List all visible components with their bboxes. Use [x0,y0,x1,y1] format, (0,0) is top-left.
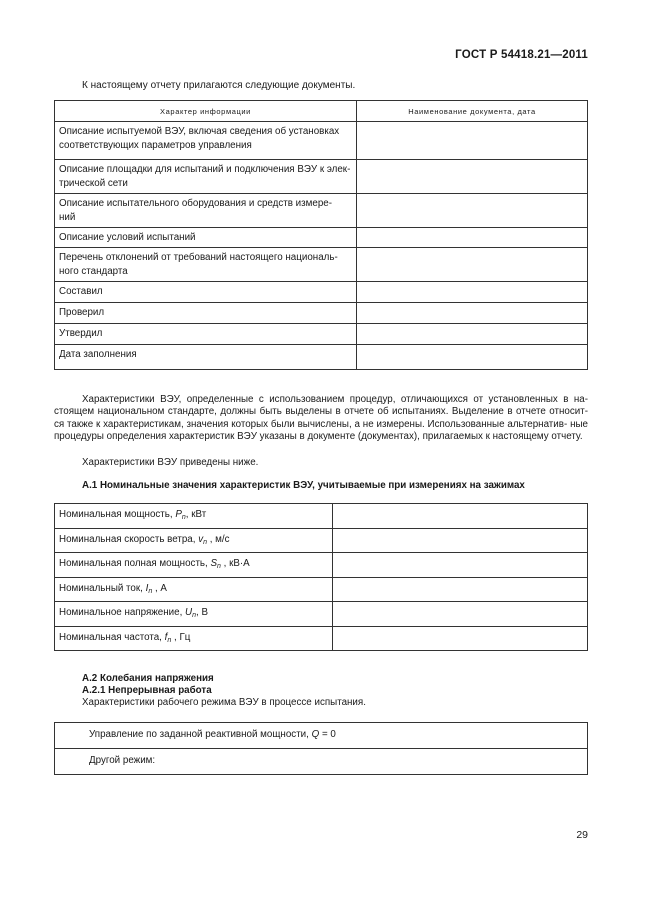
parameter-cell [55,528,333,553]
info-cell [55,122,357,160]
parameter-subscript: n [181,514,186,521]
table-row [55,194,588,228]
nominal-values-table [54,503,588,651]
page-number: 29 [576,829,588,841]
info-line: Описание условий испытаний [59,232,196,243]
info-line: Утвердил [59,328,103,339]
document-name-cell [357,194,588,228]
table-row [55,324,588,345]
documents-table [54,100,588,370]
parameter-symbol: U [185,607,193,618]
intro-text: К настоящему отчету прилагаются следующие документы. [82,80,356,91]
column-header-info: Характер информации [55,101,357,122]
document-name-cell [357,324,588,345]
section-a21-text: Характеристики рабочего режима ВЭУ в процессе испытания. [82,697,366,708]
info-line: Дата заполнения [59,349,137,360]
column-header-document: Наименование документа, дата [357,101,588,122]
document-name-cell [357,303,588,324]
table-row [55,303,588,324]
parameter-symbol: S [210,558,218,569]
info-line: Составил [59,286,103,297]
parameter-unit: , В [196,607,208,618]
document-name-cell [357,122,588,160]
info-line: Проверил [59,307,105,318]
info-cell [55,194,357,228]
mode-value: = 0 [319,729,336,740]
info-cell [55,282,357,303]
parameter-cell [55,602,333,627]
parameter-cell [55,504,333,529]
parameter-label: Номинальная частота, [59,631,165,643]
value-cell [333,626,588,651]
section-a21-title: А.2.1 Непрерывная работа [82,685,212,696]
table-row [55,160,588,194]
paragraph-line: стоящем национальном стандарте, должны быть выделены в отчете об испытаниях. Выделение в отчете относит- [54,406,588,418]
table-row [55,248,588,282]
value-cell [333,602,588,627]
table-row [55,602,588,627]
info-line: Перечень отклонений от требований настоящего националь- [59,252,338,263]
parameter-subscript: n [192,612,197,619]
paragraph-line: отчету. [551,431,583,443]
info-cell [55,345,357,370]
mode-cell [55,723,588,749]
parameter-unit: , м/с [207,533,230,545]
paragraph-alternative-procedures [54,394,588,444]
table-row [55,504,588,529]
info-cell [55,248,357,282]
parameter-symbol: f [164,631,168,643]
mode-label: Другой режим: [89,755,156,766]
table-row [55,577,588,602]
parameter-label: Номинальная полная мощность, [59,558,211,569]
info-line: Описание испытуемой ВЭУ, включая сведения об установках [59,126,340,137]
document-name-cell [357,228,588,248]
document-name-cell [357,160,588,194]
parameter-subscript: n [217,563,221,570]
table-row [55,345,588,370]
operating-mode-table [54,722,588,775]
document-code: ГОСТ Р 54418.21—2011 [455,49,588,61]
info-cell [55,160,357,194]
info-cell [55,324,357,345]
parameter-label: Номинальный ток, [59,582,146,594]
parameter-unit: , кВт [185,509,207,520]
paragraph-characteristics-below: Характеристики ВЭУ приведены ниже. [82,457,259,468]
section-a1-title: А.1 Номинальные значения характеристик ВЭУ, учитываемые при измерениях на зажимах [82,480,525,491]
document-name-cell [357,345,588,370]
parameter-unit: , Гц [171,631,191,643]
parameter-symbol: v [198,533,204,545]
section-a2-title: А.2 Колебания напряжения [82,673,214,684]
paragraph-line: ные процедуры определения характеристик ВЭУ указаны в документе (документах), прилагаемых к настоящему [54,418,588,443]
parameter-cell [55,577,333,602]
info-line: ного стандарта [59,266,128,277]
value-cell [333,577,588,602]
parameter-symbol: I [145,582,149,594]
paragraph-line: ся также к характеристикам, значения которых были вычислены, а не измерены. Использованные альтернатив- [54,418,568,430]
info-line: Описание площадки для испытаний и подключения ВЭУ к элек- [59,164,351,175]
parameter-unit: , кВ·А [220,558,250,569]
parameter-subscript: n [203,538,208,546]
document-name-cell [357,282,588,303]
table-row [55,228,588,248]
table-row [55,723,588,749]
document-name-cell [357,248,588,282]
info-cell [55,228,357,248]
paragraph-line: Характеристики ВЭУ, определенные с использованием процедур, отличающихся от установленных в на- [82,394,588,405]
parameter-label: Номинальная скорость ветра, [59,533,199,545]
table-row [55,749,588,775]
table-row [55,553,588,578]
parameter-subscript: n [167,636,172,644]
parameter-unit: , А [152,582,167,594]
value-cell [333,553,588,578]
info-line: соответствующих параметров управления [59,140,252,151]
parameter-label: Номинальное напряжение, [59,607,186,618]
mode-label: Управление по заданной реактивной мощности, [89,729,312,740]
mode-cell [55,749,588,775]
value-cell [333,504,588,529]
table-row [55,626,588,651]
info-line: трической сети [59,178,128,189]
mode-symbol: Q [311,729,320,740]
parameter-cell [55,626,333,651]
table-row [55,528,588,553]
table-header-row [55,101,588,122]
parameter-label: Номинальная мощность, [59,509,176,520]
info-line: ний [59,212,76,223]
table-row [55,282,588,303]
info-cell [55,303,357,324]
parameter-symbol: P [175,509,182,520]
table-row [55,122,588,160]
parameter-cell [55,553,333,578]
value-cell [333,528,588,553]
info-line: Описание испытательного оборудования и средств измере- [59,198,332,209]
parameter-subscript: n [148,587,153,595]
